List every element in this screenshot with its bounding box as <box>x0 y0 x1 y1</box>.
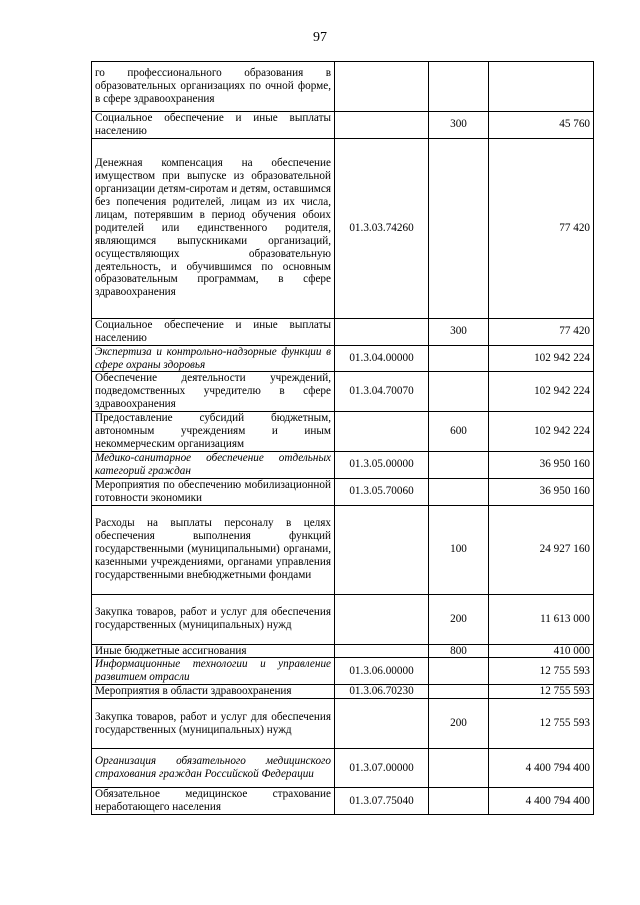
amount-cell: 36 950 160 <box>489 451 594 478</box>
amount-cell <box>489 62 594 112</box>
amount-cell: 102 942 224 <box>489 412 594 452</box>
expense-type-cell: 200 <box>429 594 489 644</box>
amount-cell: 77 420 <box>489 318 594 345</box>
target-code-cell: 01.3.06.70230 <box>335 685 429 699</box>
item-name-cell: Предоставление субсидий бюджетным, автономным учреждениям и иным некоммерческим организациям <box>92 412 335 452</box>
expense-type-cell <box>429 478 489 505</box>
item-name-cell: Мероприятия в области здравоохранения <box>92 685 335 699</box>
item-name-cell: Социальное обеспечение и иные выплаты населению <box>92 112 335 139</box>
item-name-cell: го профессионального образования в образовательных организациях по очной форме, в сфере здравоохранения <box>92 62 335 112</box>
amount-cell: 11 613 000 <box>489 594 594 644</box>
expense-type-cell: 300 <box>429 112 489 139</box>
table-row <box>92 658 594 685</box>
budget-table-body <box>92 62 594 815</box>
expense-type-cell: 200 <box>429 699 489 749</box>
expense-type-cell: 100 <box>429 505 489 594</box>
expense-type-cell: 600 <box>429 412 489 452</box>
table-row <box>92 451 594 478</box>
amount-cell: 102 942 224 <box>489 372 594 412</box>
target-code-cell <box>335 699 429 749</box>
item-name-cell: Организация обязательного медицинского страхования граждан Российской Федерации <box>92 749 335 788</box>
table-row <box>92 505 594 594</box>
amount-cell: 12 755 593 <box>489 699 594 749</box>
target-code-cell: 01.3.07.00000 <box>335 749 429 788</box>
expense-type-cell <box>429 62 489 112</box>
page-number: 97 <box>313 30 327 45</box>
table-row <box>92 749 594 788</box>
item-name-cell: Мероприятия по обеспечению мобилизационной готовности экономики <box>92 478 335 505</box>
table-row <box>92 644 594 658</box>
expense-type-cell: 800 <box>429 644 489 658</box>
target-code-cell: 01.3.05.70060 <box>335 478 429 505</box>
amount-cell: 4 400 794 400 <box>489 788 594 815</box>
target-code-cell <box>335 412 429 452</box>
item-name-cell: Закупка товаров, работ и услуг для обеспечения государственных (муниципальных) нужд <box>92 594 335 644</box>
target-code-cell <box>335 62 429 112</box>
amount-cell: 36 950 160 <box>489 478 594 505</box>
expense-type-cell <box>429 658 489 685</box>
table-row <box>92 345 594 372</box>
amount-cell: 77 420 <box>489 138 594 318</box>
target-code-cell: 01.3.05.00000 <box>335 451 429 478</box>
target-code-cell: 01.3.07.75040 <box>335 788 429 815</box>
expense-type-cell <box>429 345 489 372</box>
expense-type-cell <box>429 749 489 788</box>
expense-type-cell: 300 <box>429 318 489 345</box>
table-row <box>92 372 594 412</box>
target-code-cell <box>335 318 429 345</box>
target-code-cell: 01.3.03.74260 <box>335 138 429 318</box>
expense-type-cell <box>429 685 489 699</box>
target-code-cell: 01.3.04.70070 <box>335 372 429 412</box>
table-row <box>92 788 594 815</box>
table-row <box>92 138 594 318</box>
item-name-cell: Денежная компенсация на обеспечение имуществом при выпуске из образовательной организации детям-сиротам и детям, оставшимся без попечения родителей, лицам из их числа, лицам, потерявшим в период обучения обоих родителей или единственного родителя, являющимся выпускниками организаций, осуществляющих образовательную деятельность, и обучившимся по основным образовательным программам, в сфере здравоохранения <box>92 138 335 318</box>
table-row <box>92 62 594 112</box>
item-name-cell: Социальное обеспечение и иные выплаты населению <box>92 318 335 345</box>
expense-type-cell <box>429 451 489 478</box>
amount-cell: 4 400 794 400 <box>489 749 594 788</box>
table-row <box>92 699 594 749</box>
table-row <box>92 318 594 345</box>
table-row <box>92 478 594 505</box>
expense-type-cell <box>429 372 489 412</box>
expense-type-cell <box>429 788 489 815</box>
item-name-cell: Обеспечение деятельности учреждений, подведомственных учредителю в сфере здравоохранения <box>92 372 335 412</box>
target-code-cell: 01.3.06.00000 <box>335 658 429 685</box>
table-row <box>92 685 594 699</box>
target-code-cell <box>335 644 429 658</box>
item-name-cell: Иные бюджетные ассигнования <box>92 644 335 658</box>
item-name-cell: Медико-санитарное обеспечение отдельных категорий граждан <box>92 451 335 478</box>
item-name-cell: Экспертиза и контрольно-надзорные функции в сфере охраны здоровья <box>92 345 335 372</box>
item-name-cell: Информационные технологии и управление развитием отрасли <box>92 658 335 685</box>
table-row <box>92 112 594 139</box>
budget-table <box>91 61 594 815</box>
amount-cell: 12 755 593 <box>489 685 594 699</box>
item-name-cell: Обязательное медицинское страхование неработающего населения <box>92 788 335 815</box>
item-name-cell: Закупка товаров, работ и услуг для обеспечения государственных (муниципальных) нужд <box>92 699 335 749</box>
item-name-cell: Расходы на выплаты персоналу в целях обеспечения выполнения функций государственными (муниципальными) органами, казенными учреждениями, органами управления государственными внебюджетными фондами <box>92 505 335 594</box>
amount-cell: 45 760 <box>489 112 594 139</box>
target-code-cell <box>335 112 429 139</box>
target-code-cell <box>335 594 429 644</box>
expense-type-cell <box>429 138 489 318</box>
target-code-cell: 01.3.04.00000 <box>335 345 429 372</box>
table-row <box>92 412 594 452</box>
amount-cell: 12 755 593 <box>489 658 594 685</box>
amount-cell: 102 942 224 <box>489 345 594 372</box>
target-code-cell <box>335 505 429 594</box>
table-row <box>92 594 594 644</box>
amount-cell: 410 000 <box>489 644 594 658</box>
amount-cell: 24 927 160 <box>489 505 594 594</box>
